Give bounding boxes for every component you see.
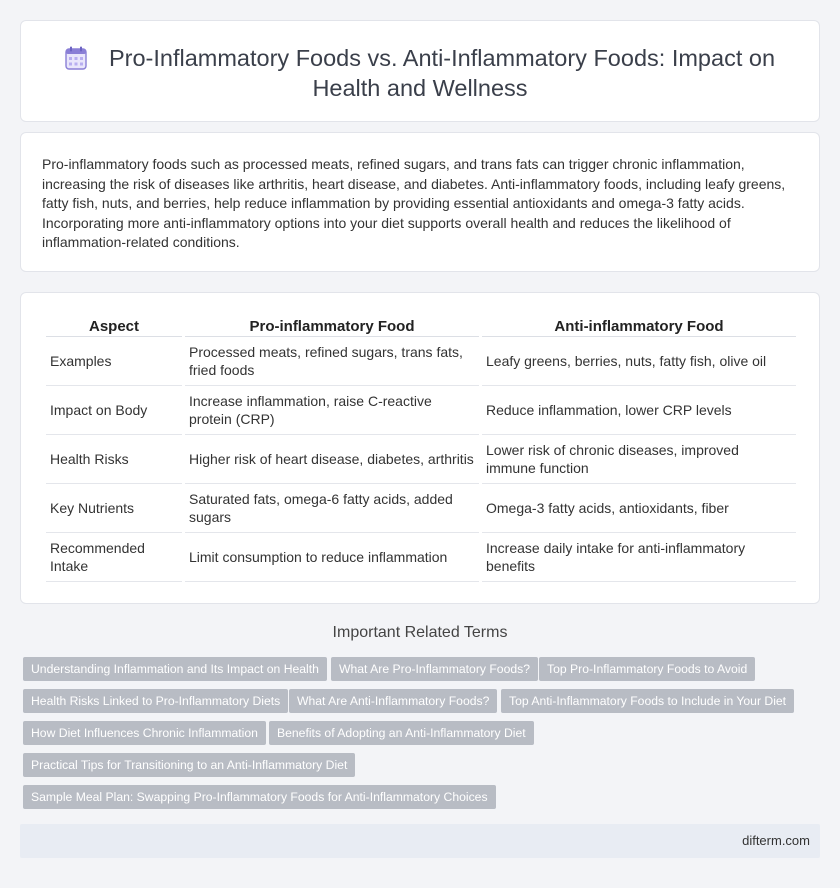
intro-card [20,132,820,272]
table-row [46,435,796,484]
related-term-tag[interactable]: Sample Meal Plan: Swapping Pro-Inflammatory Foods for Anti-Inflammatory Choices [23,785,496,809]
cell-anti: Omega-3 fatty acids, antioxidants, fiber [482,484,796,533]
cell-pro: Higher risk of heart disease, diabetes, arthritis [185,435,479,484]
related-term-tag[interactable]: Practical Tips for Transitioning to an Anti-Inflammatory Diet [23,753,355,777]
header-aspect: Aspect [46,317,182,337]
header-pro-inflammatory: Pro-inflammatory Food [185,317,479,337]
calendar-icon [65,46,87,70]
footer-site-link[interactable]: difterm.com [742,833,810,848]
intro-paragraph: Pro-inflammatory foods such as processed meats, refined sugars, and trans fats can trigger chronic inflammation, increasing the risk of diseases like arthritis, heart disease, and diabetes. Anti-inflammatory foods, including leafy greens, fatty fish, nuts, and berries, help reduce inflammation by providing essential antioxidants and omega-3 fatty acids. Incorporating more anti-inflammatory options into your diet supports overall health and reduces the likelihood of inflammation-related conditions. [42,156,786,250]
table-row [46,484,796,533]
table-header-row [46,317,796,337]
related-term-tag[interactable]: How Diet Influences Chronic Inflammation [23,721,266,745]
cell-anti: Increase daily intake for anti-inflammatory benefits [482,533,796,582]
page-title-text: Pro-Inflammatory Foods vs. Anti-Inflammatory Foods: Impact on Health and Wellness [108,45,776,101]
footer-bar [20,824,820,858]
related-terms-title: Important Related Terms [332,624,508,641]
cell-anti: Leafy greens, berries, nuts, fatty fish, olive oil [482,337,796,386]
page-title [61,43,779,103]
cell-aspect: Recommended Intake [46,533,182,582]
related-term-tag[interactable]: What Are Anti-Inflammatory Foods? [289,689,497,713]
table-row [46,386,796,435]
cell-aspect: Impact on Body [46,386,182,435]
table-row [46,337,796,386]
table-row [46,533,796,582]
cell-aspect: Health Risks [46,435,182,484]
cell-pro: Limit consumption to reduce inflammation [185,533,479,582]
header-anti-inflammatory: Anti-inflammatory Food [482,317,796,337]
comparison-table [43,317,799,582]
cell-pro: Increase inflammation, raise C-reactive protein (CRP) [185,386,479,435]
cell-aspect: Key Nutrients [46,484,182,533]
cell-pro: Processed meats, refined sugars, trans fats, fried foods [185,337,479,386]
related-term-tag[interactable]: Understanding Inflammation and Its Impact on Health [23,657,327,681]
related-term-tag[interactable]: Health Risks Linked to Pro-Inflammatory Diets [23,689,288,713]
cell-anti: Reduce inflammation, lower CRP levels [482,386,796,435]
header-card [20,20,820,122]
related-term-tag[interactable]: What Are Pro-Inflammatory Foods? [331,657,538,681]
related-term-tag[interactable]: Top Anti-Inflammatory Foods to Include in Your Diet [501,689,794,713]
related-term-tag[interactable]: Benefits of Adopting an Anti-Inflammatory Diet [269,721,534,745]
comparison-table-card [20,292,820,604]
cell-pro: Saturated fats, omega-6 fatty acids, added sugars [185,484,479,533]
cell-anti: Lower risk of chronic diseases, improved immune function [482,435,796,484]
related-term-tag[interactable]: Top Pro-Inflammatory Foods to Avoid [539,657,755,681]
cell-aspect: Examples [46,337,182,386]
